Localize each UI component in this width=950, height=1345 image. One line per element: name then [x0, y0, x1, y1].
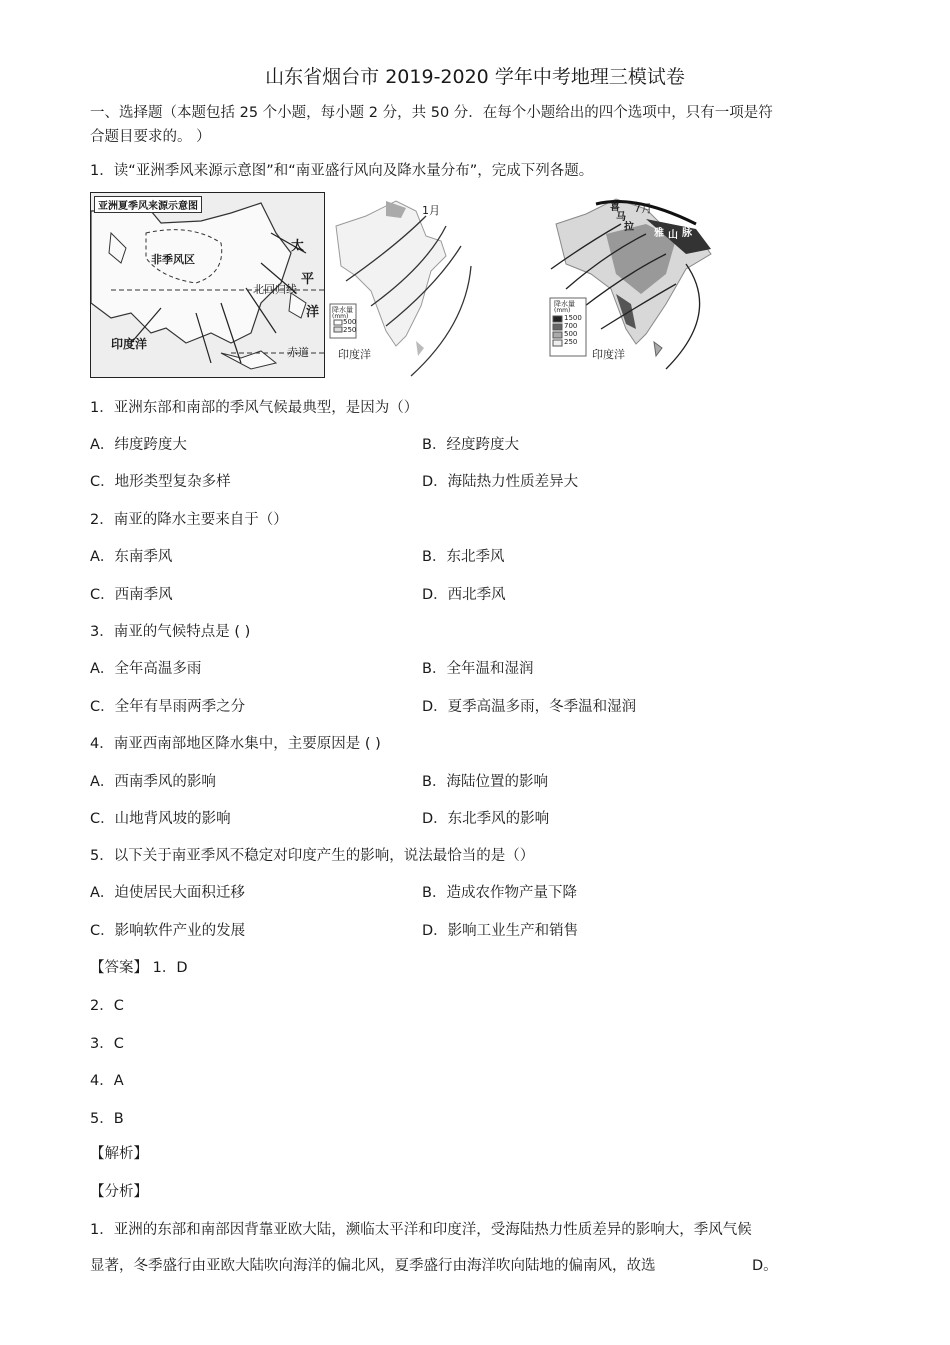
- figure-maps: [90, 192, 718, 378]
- asia-monsoon-map: [90, 192, 325, 378]
- map3-legend-title: 降水量: [554, 300, 575, 308]
- map1-label-tai: 太: [291, 239, 305, 254]
- map3-legend-value: 700: [564, 322, 578, 330]
- jiexi-heading: 【解析】: [90, 1146, 148, 1162]
- map3-legend-unit: (mm): [554, 307, 571, 314]
- question-5-option-c: C．影响软件产业的发展: [90, 923, 246, 939]
- map3-legend-value: 1500: [564, 314, 582, 322]
- question-2-option-c: C．西南季风: [90, 587, 173, 603]
- map2-legend-unit: (mm): [332, 313, 349, 320]
- answer-3: 3．C: [90, 1036, 124, 1052]
- answer-5: 5．B: [90, 1111, 124, 1127]
- question-1-option-a: A．纬度跨度大: [90, 437, 187, 453]
- map2-legend-title: 降水量: [332, 306, 353, 314]
- question-3-option-c: C．全年有旱雨两季之分: [90, 699, 246, 715]
- map3-mountain-label: 拉: [624, 222, 634, 233]
- question-3-option-d: D．夏季高温多雨，冬季温和湿润: [422, 699, 637, 715]
- question-1-option-d: D．海陆热力性质差异大: [422, 474, 579, 490]
- question-2-option-d: D．西北季风: [422, 587, 506, 603]
- question-2-option-b: B．东北季风: [422, 549, 505, 565]
- map1-label-tropic: 北回归线: [253, 283, 297, 296]
- map2-legend-value: 250: [343, 326, 357, 334]
- map1-label-yang: 洋: [306, 305, 320, 320]
- map3-month: 7月: [634, 202, 652, 215]
- question-1-option-c: C．地形类型复杂多样: [90, 474, 231, 490]
- question-2-stem: 2．南亚的降水主要来自于（）: [90, 512, 288, 528]
- map3-mountain-label: 喜: [610, 202, 620, 213]
- question-5-stem: 5．以下关于南亚季风不稳定对印度产生的影响，说法最恰当的是（）: [90, 848, 535, 864]
- question-5-option-d: D．影响工业生产和销售: [422, 923, 579, 939]
- section-heading-line1: 一、选择题（本题包括 25 个小题，每小题 2 分，共 50 分．在每个小题给出的四个选项中，只有一项是符: [90, 105, 773, 121]
- question-3-option-a: A．全年高温多雨: [90, 661, 202, 677]
- question-4-option-b: B．海陆位置的影响: [422, 774, 548, 790]
- map2-month: 1月: [422, 204, 440, 217]
- analysis-line-1: 1．亚洲的东部和南部因背靠亚欧大陆，濒临太平洋和印度洋，受海陆热力性质差异的影响大，季风气候: [90, 1222, 752, 1238]
- analysis-line-2-end: D。: [752, 1258, 778, 1274]
- south-asia-january-map: [326, 196, 476, 378]
- map3-mountain-label: 山: [668, 230, 678, 241]
- question-1-option-b: B．经度跨度大: [422, 437, 519, 453]
- question-4-option-c: C．山地背风坡的影响: [90, 811, 231, 827]
- fenxi-heading: 【分析】: [90, 1184, 148, 1200]
- question-5-option-a: A．迫使居民大面积迁移: [90, 885, 245, 901]
- map2-legend-value: 500: [343, 318, 357, 326]
- question-3-stem: 3．南亚的气候特点是 ( ): [90, 624, 251, 640]
- map3-legend-value: 250: [564, 338, 578, 346]
- map1-label-ping: 平: [301, 272, 315, 287]
- map3-ocean-label: 印度洋: [592, 348, 625, 361]
- question-1-stem: 1．亚洲东部和南部的季风气候最典型，是因为（）: [90, 400, 419, 416]
- analysis-line-2: 显著，冬季盛行由亚欧大陆吹向海洋的偏北风，夏季盛行由海洋吹向陆地的偏南风，故选: [90, 1258, 656, 1274]
- south-asia-july-map: [546, 194, 718, 378]
- map3-mountain-label: 雅: [654, 228, 664, 239]
- question-5-option-b: B．造成农作物产量下降: [422, 885, 577, 901]
- question-4-stem: 4．南亚西南部地区降水集中，主要原因是 ( ): [90, 736, 381, 752]
- question-3-option-b: B．全年温和湿润: [422, 661, 534, 677]
- answer-2: 2．C: [90, 998, 124, 1014]
- map2-ocean-label: 印度洋: [338, 348, 371, 361]
- question-4-option-d: D．东北季风的影响: [422, 811, 550, 827]
- map1-label-nonmonsoon: 非季风区: [151, 253, 195, 266]
- question-intro: 1．读“亚洲季风来源示意图”和“南亚盛行风向及降水量分布”，完成下列各题。: [90, 163, 594, 179]
- question-2-option-a: A．东南季风: [90, 549, 173, 565]
- map1-label-equator: 赤道: [287, 346, 309, 359]
- map1-caption: 亚洲夏季风来源示意图: [94, 196, 202, 213]
- page-title: 山东省烟台市 2019-2020 学年中考地理三模试卷: [265, 66, 685, 88]
- map3-mountain-label: 脉: [682, 228, 692, 239]
- map3-mountain-label: 马: [616, 212, 626, 223]
- map3-legend-value: 500: [564, 330, 578, 338]
- map1-label-indian-ocean: 印度洋: [111, 337, 148, 351]
- answer-1: 【答案】 1．D: [90, 960, 188, 976]
- section-heading-line2: 合题目要求的。 ）: [90, 129, 211, 145]
- question-4-option-a: A．西南季风的影响: [90, 774, 216, 790]
- answer-4: 4．A: [90, 1073, 124, 1089]
